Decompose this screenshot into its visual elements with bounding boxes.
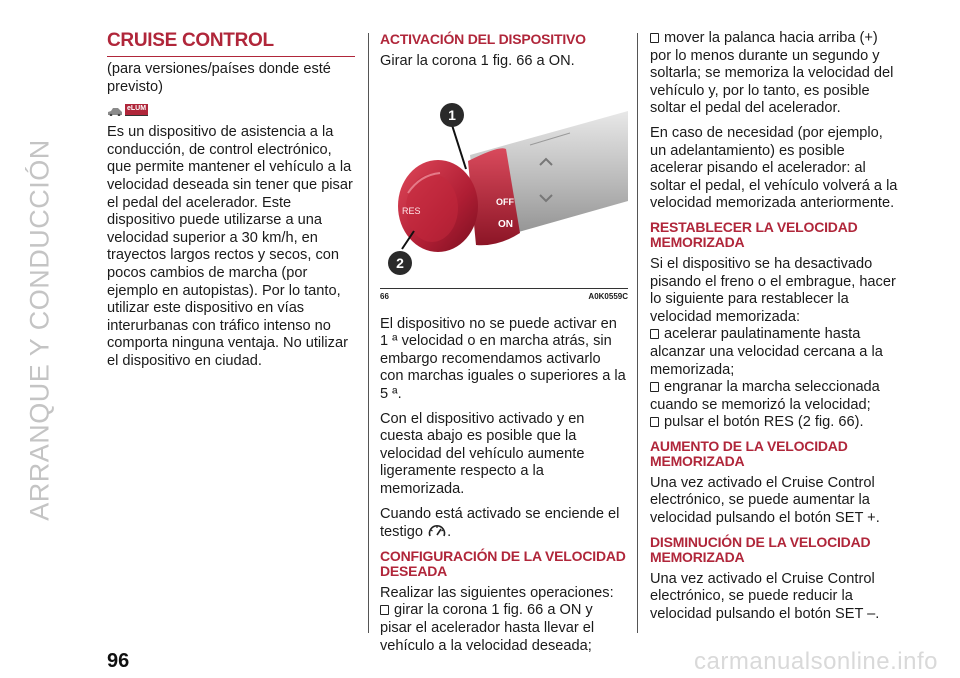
overtaking-paragraph: En caso de necesidad (por ejemplo, un adelantamiento) es posible acelerar pisando el acelerador: al soltar el pedal, el vehículo volverá a la velocidad memorizada anteriormente. — [650, 124, 898, 212]
gear-restriction-paragraph: El dispositivo no se puede activar en 1 ª velocidad o en marcha atrás, sin embargo recomendamos activarlo con marchas iguales o superiores a la 5 ª. — [380, 315, 626, 402]
column-3 — [650, 30, 900, 630]
checkbox-bullet-icon — [650, 382, 659, 392]
warning-light-text: Cuando está activado se enciende el testigo — [380, 505, 620, 541]
page-number: 96 — [107, 650, 130, 672]
figure-66 — [380, 83, 628, 289]
warning-light-end: . — [447, 524, 452, 541]
checkbox-bullet-icon — [650, 33, 659, 43]
label-on: ON — [498, 218, 513, 230]
list-item — [650, 326, 900, 379]
cruise-lever-illustration — [380, 83, 628, 288]
downhill-paragraph: Con el dispositivo activado y en cuesta abajo es posible que la velocidad del vehículo aumente ligeramente respecto a la memorizada. — [380, 410, 585, 497]
operations-intro: Realizar las siguientes operaciones: — [380, 584, 614, 601]
heading-increase-speed: AUMENTO DE LA VELOCIDAD MEMORIZADA — [650, 437, 848, 469]
warning-light-paragraph — [380, 506, 628, 542]
column-divider — [637, 33, 638, 633]
label-off: OFF — [496, 196, 514, 207]
figure-caption — [380, 292, 628, 302]
column-divider — [368, 33, 369, 633]
list-item-text: pulsar el botón RES (2 fig. 66). — [664, 414, 864, 431]
list-item-text: acelerar paulatinamente hasta alcanzar una velocidad cercana a la memorizada; — [650, 326, 883, 378]
decrease-paragraph: Una vez activado el Cruise Control electrónico, se puede reducir la velocidad pulsando el botón SET –. — [650, 570, 880, 622]
elum-badge-group — [107, 104, 355, 116]
list-item — [650, 30, 900, 118]
column-2 — [380, 30, 628, 655]
checkbox-bullet-icon — [650, 417, 659, 427]
increase-paragraph: Una vez activado el Cruise Control electrónico, se puede aumentar la velocidad pulsando el botón SET +. — [650, 474, 880, 527]
callout-2: 2 — [396, 254, 404, 271]
car-icon — [107, 106, 123, 116]
activation-paragraph: Girar la corona 1 fig. 66 a ON. — [380, 53, 575, 69]
description-paragraph: Es un dispositivo de asistencia a la conducción, de control electrónico, que permite mantener el vehículo a la velocidad deseada sin tener que pisar el pedal del acelerador. Este dispositivo puede utilizarse a una velocidad superior a 30 km/h, en trayectos largos rectos y secos, con pocos cambios de marcha (por ejemplo en autopistas). Por lo tanto, utilizar este dispositivo en vías interurbanas con tráfico intenso no comporta ninguna ventaja. No utilizar el dispositivo en ciudad. — [107, 124, 353, 369]
chapter-title-text: ARRANQUE Y CONDUCCIÓN — [24, 139, 55, 521]
figure-number: 66 — [380, 291, 389, 301]
list-item-text: girar la corona 1 fig. 66 a ON y pisar el acelerador hasta llevar el vehículo a la velocidad deseada; — [380, 602, 595, 654]
availability-note: (para versiones/países donde esté previsto) — [107, 61, 331, 95]
column-1 — [107, 30, 355, 378]
section-heading-cruise-control: CRUISE CONTROL — [107, 30, 355, 57]
elum-badge: eLUM — [125, 104, 148, 116]
heading-restore-speed: RESTABLECER LA VELOCIDAD MEMORIZADA — [650, 218, 858, 250]
heading-set-speed: CONFIGURACIÓN DE LA VELOCIDAD DESEADA — [380, 547, 626, 579]
list-item-text: mover la palanca hacia arriba (+) por lo menos durante un segundo y soltarla; se memoriza la velocidad del vehículo y, por lo tanto, es posible soltar el pedal del acelerador. — [650, 30, 894, 117]
list-item-text: engranar la marcha seleccionada cuando se memorizó la velocidad; — [650, 379, 880, 413]
heading-decrease-speed: DISMINUCIÓN DE LA VELOCIDAD MEMORIZADA — [650, 533, 871, 565]
list-item — [380, 602, 628, 655]
heading-activation: ACTIVACIÓN DEL DISPOSITIVO — [380, 31, 586, 47]
figure-code: A0K0559C — [588, 291, 628, 301]
checkbox-bullet-icon — [380, 605, 389, 615]
list-item — [650, 379, 900, 414]
label-res: RES — [402, 205, 421, 216]
list-item — [650, 414, 900, 432]
checkbox-bullet-icon — [650, 329, 659, 339]
cruise-control-warning-icon — [427, 523, 447, 539]
watermark: carmanualsonline.info — [694, 648, 938, 675]
restore-paragraph: Si el dispositivo se ha desactivado pisando el freno o el embrague, hacer lo siguiente para restablecer la velocidad memorizada: — [650, 255, 896, 325]
callout-1: 1 — [448, 106, 456, 123]
